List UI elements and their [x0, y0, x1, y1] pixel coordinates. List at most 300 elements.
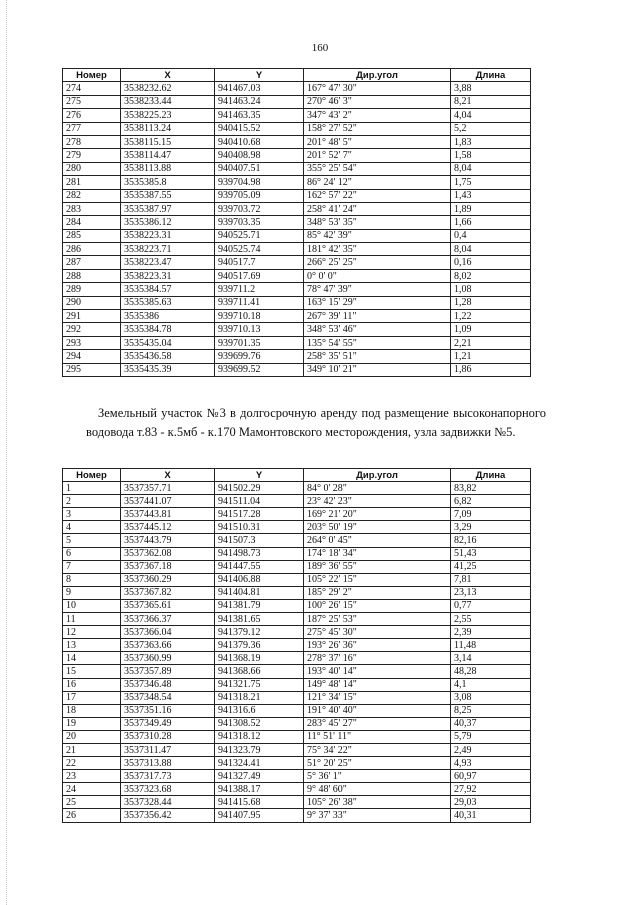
cell-y: 941404.81 — [215, 586, 304, 599]
cell-length: 1,09 — [451, 323, 531, 336]
cell-length: 60,97 — [451, 770, 531, 783]
cell-y: 939711.41 — [215, 296, 304, 309]
table-row — [63, 613, 531, 626]
cell-number: 292 — [63, 323, 121, 336]
table-row — [63, 202, 531, 215]
cell-number: 26 — [63, 809, 121, 822]
cell-length: 1,75 — [451, 176, 531, 189]
cell-direction-angle: 187° 25' 53" — [304, 613, 451, 626]
cell-length: 2,21 — [451, 336, 531, 349]
cell-x: 3535384.57 — [121, 283, 215, 296]
cell-x: 3537365.61 — [121, 599, 215, 612]
cell-direction-angle: 51° 20' 25" — [304, 757, 451, 770]
cell-number: 277 — [63, 122, 121, 135]
cell-x: 3537357.71 — [121, 482, 215, 495]
cell-direction-angle: 348° 53' 46" — [304, 323, 451, 336]
cell-length: 48,28 — [451, 665, 531, 678]
cell-y: 939699.76 — [215, 350, 304, 363]
cell-y: 941323.79 — [215, 743, 304, 756]
cell-length: 0,4 — [451, 229, 531, 242]
cell-direction-angle: 9° 48' 60" — [304, 783, 451, 796]
cell-y: 941379.12 — [215, 626, 304, 639]
cell-y: 941318.21 — [215, 691, 304, 704]
table-row — [63, 639, 531, 652]
cell-number: 289 — [63, 283, 121, 296]
cell-length: 51,43 — [451, 547, 531, 560]
cell-direction-angle: 169° 21' 20" — [304, 508, 451, 521]
cell-x: 3537346.48 — [121, 678, 215, 691]
cell-direction-angle: 0° 0' 0" — [304, 269, 451, 282]
cell-length: 1,21 — [451, 350, 531, 363]
header-direction-angle: Дир.угол — [304, 69, 451, 82]
cell-number: 6 — [63, 547, 121, 560]
cell-length: 2,55 — [451, 613, 531, 626]
table-row — [63, 482, 531, 495]
cell-x: 3535386 — [121, 310, 215, 323]
header-length: Длина — [451, 69, 531, 82]
cell-y: 941463.35 — [215, 109, 304, 122]
table-row — [63, 135, 531, 148]
cell-x: 3535436.58 — [121, 350, 215, 363]
cell-direction-angle: 181° 42' 35" — [304, 243, 451, 256]
cell-x: 3535386.12 — [121, 216, 215, 229]
cell-y: 941379.36 — [215, 639, 304, 652]
cell-direction-angle: 278° 37' 16" — [304, 652, 451, 665]
cell-x: 3537311.47 — [121, 743, 215, 756]
cell-number: 12 — [63, 626, 121, 639]
cell-number: 275 — [63, 95, 121, 108]
cell-direction-angle: 105° 22' 15" — [304, 573, 451, 586]
cell-direction-angle: 283° 45' 27" — [304, 717, 451, 730]
cell-y: 940517.7 — [215, 256, 304, 269]
cell-number: 283 — [63, 202, 121, 215]
header-length: Длина — [451, 469, 531, 482]
table-row — [63, 796, 531, 809]
cell-x: 3537328.44 — [121, 796, 215, 809]
cell-direction-angle: 78° 47' 39" — [304, 283, 451, 296]
cell-direction-angle: 158° 27' 52" — [304, 122, 451, 135]
cell-y: 940407.51 — [215, 162, 304, 175]
land-plot-description — [86, 404, 546, 442]
cell-length: 1,28 — [451, 296, 531, 309]
cell-x: 3537366.37 — [121, 613, 215, 626]
cell-number: 19 — [63, 717, 121, 730]
cell-direction-angle: 267° 39' 11" — [304, 310, 451, 323]
cell-y: 939701.35 — [215, 336, 304, 349]
cell-direction-angle: 100° 26' 15" — [304, 599, 451, 612]
table-row — [63, 586, 531, 599]
cell-number: 282 — [63, 189, 121, 202]
table-row — [63, 189, 531, 202]
table-row — [63, 495, 531, 508]
cell-y: 941368.19 — [215, 652, 304, 665]
cell-x: 3537310.28 — [121, 730, 215, 743]
cell-length: 5,79 — [451, 730, 531, 743]
cell-length: 4,04 — [451, 109, 531, 122]
cell-direction-angle: 203° 50' 19" — [304, 521, 451, 534]
cell-number: 20 — [63, 730, 121, 743]
cell-length: 0,16 — [451, 256, 531, 269]
cell-number: 14 — [63, 652, 121, 665]
coordinates-table-2 — [62, 468, 531, 823]
cell-x: 3537443.79 — [121, 534, 215, 547]
header-direction-angle: Дир.угол — [304, 469, 451, 482]
coordinates-table-1 — [62, 68, 531, 377]
cell-direction-angle: 270° 46' 3" — [304, 95, 451, 108]
cell-number: 23 — [63, 770, 121, 783]
cell-y: 940415.52 — [215, 122, 304, 135]
table-row — [63, 534, 531, 547]
table-row — [63, 521, 531, 534]
cell-length: 8,02 — [451, 269, 531, 282]
cell-x: 3538113.24 — [121, 122, 215, 135]
cell-x: 3535385.63 — [121, 296, 215, 309]
table-header-row — [63, 69, 531, 82]
cell-x: 3538223.47 — [121, 256, 215, 269]
cell-length: 27,92 — [451, 783, 531, 796]
cell-direction-angle: 121° 34' 15" — [304, 691, 451, 704]
header-y: Y — [215, 69, 304, 82]
cell-number: 24 — [63, 783, 121, 796]
cell-length: 1,58 — [451, 149, 531, 162]
cell-y: 941407.95 — [215, 809, 304, 822]
cell-y: 941502.29 — [215, 482, 304, 495]
cell-length: 3,14 — [451, 652, 531, 665]
cell-number: 281 — [63, 176, 121, 189]
cell-number: 287 — [63, 256, 121, 269]
cell-x: 3537348.54 — [121, 691, 215, 704]
cell-number: 7 — [63, 560, 121, 573]
cell-y: 941368.66 — [215, 665, 304, 678]
cell-number: 291 — [63, 310, 121, 323]
cell-x: 3537360.99 — [121, 652, 215, 665]
cell-length: 7,09 — [451, 508, 531, 521]
cell-x: 3537362.08 — [121, 547, 215, 560]
cell-direction-angle: 193° 26' 36" — [304, 639, 451, 652]
cell-y: 939710.13 — [215, 323, 304, 336]
cell-number: 8 — [63, 573, 121, 586]
table-row — [63, 717, 531, 730]
cell-length: 3,88 — [451, 82, 531, 95]
cell-length: 83,82 — [451, 482, 531, 495]
cell-number: 21 — [63, 743, 121, 756]
table-row — [63, 704, 531, 717]
table-row — [63, 783, 531, 796]
cell-y: 941511.04 — [215, 495, 304, 508]
cell-number: 2 — [63, 495, 121, 508]
cell-x: 3537441.07 — [121, 495, 215, 508]
table-row — [63, 310, 531, 323]
table-row — [63, 216, 531, 229]
scan-margin-line — [6, 0, 7, 905]
table-row — [63, 678, 531, 691]
cell-x: 3537367.82 — [121, 586, 215, 599]
cell-direction-angle: 349° 10' 21" — [304, 363, 451, 376]
table-row — [63, 599, 531, 612]
cell-direction-angle: 9° 37' 33" — [304, 809, 451, 822]
cell-number: 285 — [63, 229, 121, 242]
cell-x: 3538232.62 — [121, 82, 215, 95]
cell-y: 939699.52 — [215, 363, 304, 376]
table-row — [63, 256, 531, 269]
cell-x: 3537360.29 — [121, 573, 215, 586]
cell-number: 9 — [63, 586, 121, 599]
cell-x: 3537351.16 — [121, 704, 215, 717]
cell-y: 941318.12 — [215, 730, 304, 743]
cell-length: 6,82 — [451, 495, 531, 508]
table-row — [63, 229, 531, 242]
cell-length: 4,1 — [451, 678, 531, 691]
cell-number: 294 — [63, 350, 121, 363]
cell-y: 939704.98 — [215, 176, 304, 189]
cell-direction-angle: 85° 42' 39" — [304, 229, 451, 242]
cell-number: 22 — [63, 757, 121, 770]
cell-x: 3537445.12 — [121, 521, 215, 534]
cell-length: 1,08 — [451, 283, 531, 296]
header-number: Номер — [63, 469, 121, 482]
cell-length: 11,48 — [451, 639, 531, 652]
cell-direction-angle: 84° 0' 28" — [304, 482, 451, 495]
cell-x: 3537366.04 — [121, 626, 215, 639]
table-row — [63, 109, 531, 122]
cell-length: 1,86 — [451, 363, 531, 376]
cell-number: 284 — [63, 216, 121, 229]
cell-x: 3535387.55 — [121, 189, 215, 202]
cell-y: 939703.72 — [215, 202, 304, 215]
table-row — [63, 336, 531, 349]
cell-x: 3538114.47 — [121, 149, 215, 162]
cell-direction-angle: 163° 15' 29" — [304, 296, 451, 309]
table-row — [63, 323, 531, 336]
cell-number: 290 — [63, 296, 121, 309]
cell-number: 279 — [63, 149, 121, 162]
table-row — [63, 269, 531, 282]
cell-number: 17 — [63, 691, 121, 704]
cell-y: 941388.17 — [215, 783, 304, 796]
table-row — [63, 95, 531, 108]
cell-y: 940525.74 — [215, 243, 304, 256]
land-plot-description-text: Земельный участок №3 в долгосрочную аренду под размещение высоконапорного водовода т.83 - к.5мб - к.170 Мамонтовского месторождения, узла задвижки №5. — [86, 406, 546, 439]
table-row — [63, 743, 531, 756]
cell-length: 1,66 — [451, 216, 531, 229]
cell-length: 7,81 — [451, 573, 531, 586]
table-row — [63, 560, 531, 573]
header-number: Номер — [63, 69, 121, 82]
table-row — [63, 691, 531, 704]
cell-x: 3537317.73 — [121, 770, 215, 783]
cell-x: 3535435.39 — [121, 363, 215, 376]
table-row — [63, 283, 531, 296]
cell-direction-angle: 348° 53' 35" — [304, 216, 451, 229]
cell-direction-angle: 162° 57' 22" — [304, 189, 451, 202]
cell-x: 3538115.15 — [121, 135, 215, 148]
cell-y: 941467.03 — [215, 82, 304, 95]
cell-number: 288 — [63, 269, 121, 282]
cell-direction-angle: 191° 40' 40" — [304, 704, 451, 717]
cell-number: 10 — [63, 599, 121, 612]
table-row — [63, 508, 531, 521]
cell-x: 3538225.23 — [121, 109, 215, 122]
table-row — [63, 149, 531, 162]
table-row — [63, 652, 531, 665]
header-x: X — [121, 69, 215, 82]
cell-y: 940410.68 — [215, 135, 304, 148]
cell-direction-angle: 75° 34' 22" — [304, 743, 451, 756]
header-y: Y — [215, 469, 304, 482]
cell-direction-angle: 355° 25' 54" — [304, 162, 451, 175]
cell-y: 941517.28 — [215, 508, 304, 521]
cell-x: 3538223.71 — [121, 243, 215, 256]
cell-number: 4 — [63, 521, 121, 534]
cell-number: 293 — [63, 336, 121, 349]
cell-number: 13 — [63, 639, 121, 652]
cell-x: 3535435.04 — [121, 336, 215, 349]
cell-number: 286 — [63, 243, 121, 256]
cell-y: 939711.2 — [215, 283, 304, 296]
cell-number: 295 — [63, 363, 121, 376]
cell-direction-angle: 347° 43' 2" — [304, 109, 451, 122]
cell-y: 941447.55 — [215, 560, 304, 573]
cell-length: 2,39 — [451, 626, 531, 639]
cell-y: 941498.73 — [215, 547, 304, 560]
cell-length: 41,25 — [451, 560, 531, 573]
cell-length: 29,03 — [451, 796, 531, 809]
table-row — [63, 730, 531, 743]
cell-direction-angle: 275° 45' 30" — [304, 626, 451, 639]
cell-x: 3538223.31 — [121, 269, 215, 282]
cell-y: 941415.68 — [215, 796, 304, 809]
cell-number: 18 — [63, 704, 121, 717]
header-x: X — [121, 469, 215, 482]
cell-length: 1,22 — [451, 310, 531, 323]
cell-length: 8,21 — [451, 95, 531, 108]
cell-direction-angle: 11° 51' 11" — [304, 730, 451, 743]
cell-number: 276 — [63, 109, 121, 122]
cell-x: 3537357.89 — [121, 665, 215, 678]
cell-y: 941381.79 — [215, 599, 304, 612]
table-row — [63, 757, 531, 770]
table-row — [63, 350, 531, 363]
cell-x: 3537363.66 — [121, 639, 215, 652]
cell-number: 5 — [63, 534, 121, 547]
cell-length: 3,08 — [451, 691, 531, 704]
cell-length: 3,29 — [451, 521, 531, 534]
cell-y: 939705.09 — [215, 189, 304, 202]
cell-y: 940408.98 — [215, 149, 304, 162]
cell-length: 82,16 — [451, 534, 531, 547]
cell-length: 23,13 — [451, 586, 531, 599]
cell-number: 1 — [63, 482, 121, 495]
table-row — [63, 162, 531, 175]
cell-y: 939710.18 — [215, 310, 304, 323]
cell-length: 2,49 — [451, 743, 531, 756]
cell-y: 941308.52 — [215, 717, 304, 730]
cell-length: 8,25 — [451, 704, 531, 717]
cell-direction-angle: 185° 29' 2" — [304, 586, 451, 599]
table-row — [63, 176, 531, 189]
cell-direction-angle: 264° 0' 45" — [304, 534, 451, 547]
cell-direction-angle: 105° 26' 38" — [304, 796, 451, 809]
cell-y: 941381.65 — [215, 613, 304, 626]
cell-length: 40,31 — [451, 809, 531, 822]
cell-y: 941507.3 — [215, 534, 304, 547]
table-row — [63, 296, 531, 309]
cell-y: 941316.6 — [215, 704, 304, 717]
table-row — [63, 122, 531, 135]
cell-direction-angle: 149° 48' 14" — [304, 678, 451, 691]
cell-x: 3537349.49 — [121, 717, 215, 730]
cell-y: 941321.75 — [215, 678, 304, 691]
cell-length: 4,93 — [451, 757, 531, 770]
cell-direction-angle: 189° 36' 55" — [304, 560, 451, 573]
cell-y: 941510.31 — [215, 521, 304, 534]
cell-x: 3535384.78 — [121, 323, 215, 336]
cell-length: 1,89 — [451, 202, 531, 215]
cell-number: 280 — [63, 162, 121, 175]
cell-length: 1,43 — [451, 189, 531, 202]
cell-y: 940525.71 — [215, 229, 304, 242]
cell-direction-angle: 135° 54' 55" — [304, 336, 451, 349]
cell-x: 3538233.44 — [121, 95, 215, 108]
cell-direction-angle: 258° 35' 51" — [304, 350, 451, 363]
cell-x: 3537367.18 — [121, 560, 215, 573]
table-row — [63, 809, 531, 822]
cell-y: 941327.49 — [215, 770, 304, 783]
table-row — [63, 547, 531, 560]
cell-x: 3537356.42 — [121, 809, 215, 822]
cell-direction-angle: 266° 25' 25" — [304, 256, 451, 269]
cell-direction-angle: 86° 24' 12" — [304, 176, 451, 189]
cell-direction-angle: 258° 41' 24" — [304, 202, 451, 215]
cell-y: 939703.35 — [215, 216, 304, 229]
cell-direction-angle: 193° 40' 14" — [304, 665, 451, 678]
cell-x: 3538223.31 — [121, 229, 215, 242]
cell-length: 8,04 — [451, 243, 531, 256]
cell-length: 5,2 — [451, 122, 531, 135]
table-header-row — [63, 469, 531, 482]
cell-number: 278 — [63, 135, 121, 148]
cell-x: 3535385.8 — [121, 176, 215, 189]
cell-length: 0,77 — [451, 599, 531, 612]
cell-y: 941324.41 — [215, 757, 304, 770]
cell-length: 1,83 — [451, 135, 531, 148]
cell-number: 16 — [63, 678, 121, 691]
cell-y: 941406.88 — [215, 573, 304, 586]
cell-number: 15 — [63, 665, 121, 678]
table-row — [63, 626, 531, 639]
cell-direction-angle: 174° 18' 34" — [304, 547, 451, 560]
cell-number: 25 — [63, 796, 121, 809]
table-row — [63, 82, 531, 95]
table-row — [63, 770, 531, 783]
cell-x: 3538113.88 — [121, 162, 215, 175]
cell-number: 3 — [63, 508, 121, 521]
cell-direction-angle: 201° 48' 5" — [304, 135, 451, 148]
cell-length: 8,04 — [451, 162, 531, 175]
cell-x: 3537323.68 — [121, 783, 215, 796]
cell-length: 40,37 — [451, 717, 531, 730]
table-row — [63, 243, 531, 256]
table-row — [63, 573, 531, 586]
table-row — [63, 665, 531, 678]
table-row — [63, 363, 531, 376]
cell-number: 11 — [63, 613, 121, 626]
cell-direction-angle: 23° 42' 23" — [304, 495, 451, 508]
cell-x: 3535387.97 — [121, 202, 215, 215]
page-number: 160 — [311, 42, 329, 54]
cell-y: 941463.24 — [215, 95, 304, 108]
cell-y: 940517.69 — [215, 269, 304, 282]
